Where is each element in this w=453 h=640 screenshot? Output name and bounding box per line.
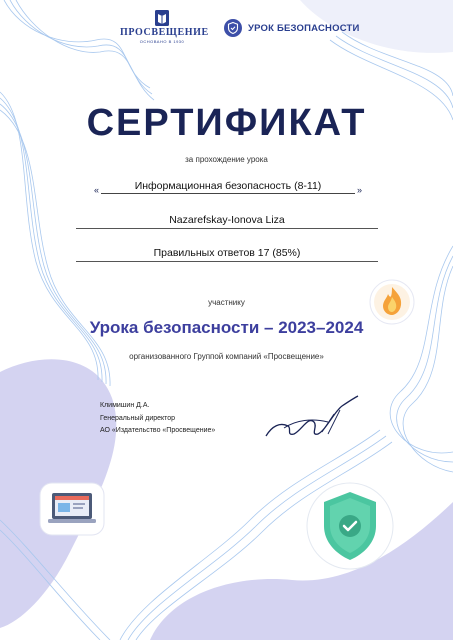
event-title: Урока безопасности – 2023–2024 <box>89 318 364 337</box>
publisher-name: ПРОСВЕЩЕНИЕ <box>120 27 209 38</box>
lesson-row <box>94 176 362 196</box>
publisher-logo <box>120 10 209 44</box>
program-name: УРОК БЕЗОПАСНОСТИ <box>248 22 360 34</box>
quote-open: « <box>94 185 100 195</box>
participant-label: участнику <box>208 298 245 307</box>
signatory-name: Климишин Д.А. <box>100 402 150 409</box>
laptop-icon <box>38 481 106 537</box>
score-text: Правильных ответов 17 (85%) <box>76 247 378 262</box>
publisher-tagline: ОСНОВАНО В 1930 <box>139 39 185 44</box>
signatory-company: АО «Издательство «Просвещение» <box>100 427 216 434</box>
flame-icon <box>369 279 415 325</box>
shield-check-icon <box>224 19 242 37</box>
bottom-lavender-blob <box>150 502 453 640</box>
certificate-title: СЕРТИФИКАТ <box>86 102 367 144</box>
book-logo-icon <box>155 10 169 26</box>
recipient-name: Nazarefskay-Ionova Liza <box>76 214 378 229</box>
signature-image <box>262 392 362 444</box>
shield-check-icon <box>306 482 394 570</box>
lesson-name: Информационная безопасность (8-11) <box>101 180 355 194</box>
signatory-position: Генеральный директор <box>100 414 176 422</box>
signatory-block <box>100 400 215 438</box>
certificate-subtitle: за прохождение урока <box>185 155 268 164</box>
quote-close: » <box>356 185 362 195</box>
program-logo <box>224 17 360 39</box>
organizer-text: организованного Группой компаний «Просвещение» <box>129 352 324 361</box>
